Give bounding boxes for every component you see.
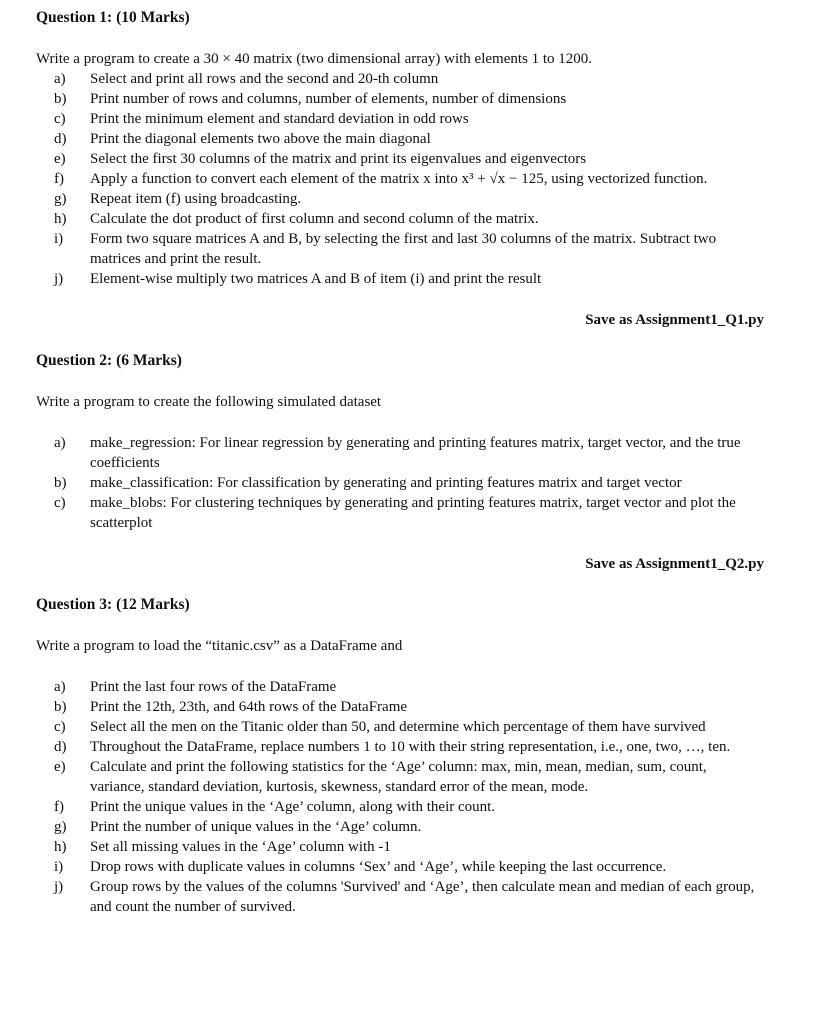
list-item [54,209,764,229]
item-text: Print the last four rows of the DataFrame [90,679,337,695]
question-3-intro: Write a program to load the “titanic.csv” as a DataFrame and [36,638,403,654]
question-3-items [36,677,764,917]
item-text: Print the 12th, 23th, and 64th rows of the DataFrame [90,699,408,715]
list-item [54,737,764,757]
question-1-heading: Question 1: (10 Marks) [36,9,190,26]
question-2-save-note: Save as Assignment1_Q2.py [585,556,764,572]
item-text: Element-wise multiply two matrices A and B of item (i) and print the result [90,271,542,287]
item-text: Print the minimum element and standard deviation in odd rows [90,111,469,127]
item-text: Drop rows with duplicate values in columns ‘Sex’ and ‘Age’, while keeping the last occurrence. [90,859,667,875]
item-text: Calculate and print the following statistics for the ‘Age’ column: max, min, mean, median, sum, count, variance, standard deviation, kurtosis, skewness, standard error of the mean, mode. [90,759,707,795]
question-1-save-note: Save as Assignment1_Q1.py [585,312,764,328]
item-marker: d) [54,739,67,755]
list-item [54,757,764,797]
item-text: make_blobs: For clustering techniques by generating and printing features matrix, target vector and plot the scatterplot [90,495,736,531]
item-marker: h) [54,211,67,227]
item-marker: d) [54,131,67,147]
list-item [54,857,764,877]
document-page [36,8,764,917]
item-marker: a) [54,71,66,87]
list-item [54,129,764,149]
list-item [54,797,764,817]
list-item [54,677,764,697]
question-1 [36,8,764,330]
item-text: Form two square matrices A and B, by selecting the first and last 30 columns of the matrix. Subtract two matrices and print the result. [90,231,717,267]
list-item [54,229,764,269]
item-marker: c) [54,719,66,735]
list-item [54,69,764,89]
list-item [54,837,764,857]
question-2-heading: Question 2: (6 Marks) [36,352,182,369]
item-marker: f) [54,171,64,187]
list-item [54,877,764,917]
item-marker: g) [54,191,67,207]
item-marker: h) [54,839,67,855]
question-2-items [36,433,764,533]
question-3 [36,595,764,917]
list-item [54,433,764,473]
item-marker: c) [54,495,66,511]
item-marker: i) [54,859,64,875]
item-marker: b) [54,475,67,491]
question-2-intro: Write a program to create the following simulated dataset [36,394,382,410]
item-text: Apply a function to convert each element of the matrix x into x³ + √x − 125, using vectorized function. [90,171,708,187]
item-text: Select all the men on the Titanic older than 50, and determine which percentage of them have survived [90,719,706,735]
list-item [54,717,764,737]
list-item [54,149,764,169]
item-marker: c) [54,111,66,127]
list-item [54,189,764,209]
item-marker: e) [54,151,66,167]
item-text: Print the number of unique values in the ‘Age’ column. [90,819,422,835]
item-marker: e) [54,759,66,775]
question-2 [36,351,764,574]
item-text: Set all missing values in the ‘Age’ column with -1 [90,839,391,855]
list-item [54,109,764,129]
item-marker: i) [54,231,64,247]
item-marker: b) [54,91,67,107]
list-item [54,817,764,837]
item-text: make_regression: For linear regression by generating and printing features matrix, target vector, and the true coefficients [90,435,741,471]
item-marker: j) [54,879,64,895]
item-text: Calculate the dot product of first column and second column of the matrix. [90,211,539,227]
list-item [54,269,764,289]
list-item [54,169,764,189]
item-text: Throughout the DataFrame, replace numbers 1 to 10 with their string representation, i.e., one, two, …, ten. [90,739,731,755]
item-marker: j) [54,271,64,287]
item-text: Select the first 30 columns of the matrix and print its eigenvalues and eigenvectors [90,151,587,167]
list-item [54,697,764,717]
item-marker: b) [54,699,67,715]
item-text: Print the diagonal elements two above the main diagonal [90,131,431,147]
item-marker: a) [54,435,66,451]
item-text: Repeat item (f) using broadcasting. [90,191,302,207]
item-text: Group rows by the values of the columns 'Survived' and ‘Age’, then calculate mean and median of each group, and count the number of survived. [90,879,755,915]
item-text: make_classification: For classification by generating and printing features matrix and target vector [90,475,682,491]
list-item [54,473,764,493]
item-text: Print number of rows and columns, number of elements, number of dimensions [90,91,567,107]
item-marker: g) [54,819,67,835]
question-3-heading: Question 3: (12 Marks) [36,596,190,613]
item-text: Select and print all rows and the second and 20-th column [90,71,439,87]
item-marker: f) [54,799,64,815]
item-text: Print the unique values in the ‘Age’ column, along with their count. [90,799,496,815]
list-item [54,493,764,533]
list-item [54,89,764,109]
question-1-intro: Write a program to create a 30 × 40 matrix (two dimensional array) with elements 1 to 1200. [36,51,593,67]
question-1-items [36,69,764,289]
item-marker: a) [54,679,66,695]
